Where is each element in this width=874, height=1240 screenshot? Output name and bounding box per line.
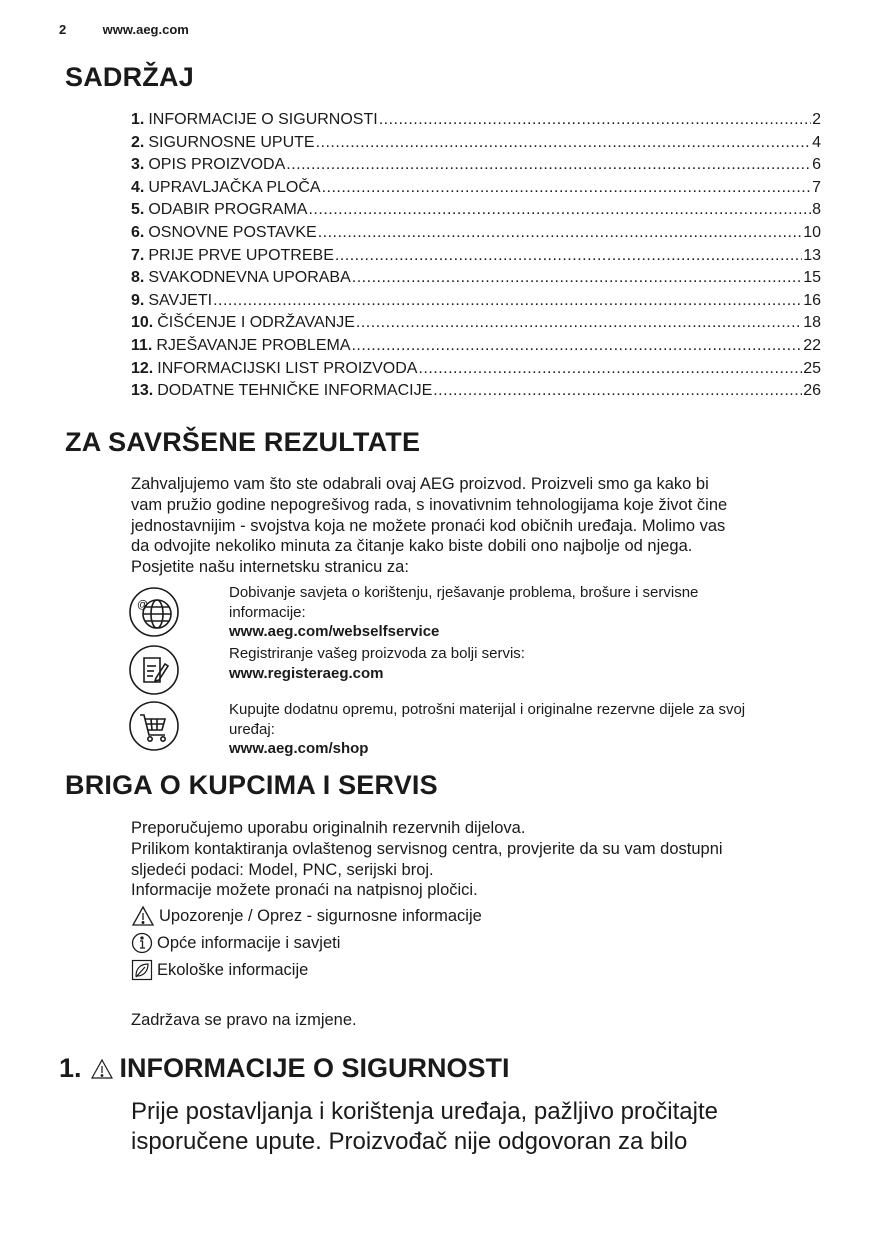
text-line: Posjetite našu internetsku stranicu za:: [131, 558, 409, 577]
toc-entry[interactable]: [131, 292, 821, 315]
toc-leader-dots: [318, 224, 803, 242]
symbol-legend-eco: [131, 959, 308, 981]
text-line: Preporučujemo uporabu originalnih rezervnih dijelova.: [131, 819, 526, 837]
section-1-text: [131, 1097, 831, 1157]
toc-entry-label: ODABIR PROGRAMA: [148, 201, 308, 219]
link-description: Dobivanje savjeta o korištenju, rješavanje problema, brošure i servisne: [229, 584, 699, 601]
toc-entry-number: 4.: [131, 178, 145, 196]
link-description: Kupujte dodatnu opremu, potrošni materijal i originalne rezervne dijele za svoj: [229, 701, 746, 718]
toc-entry-page: 13: [803, 246, 821, 264]
symbol-legend-info: [131, 932, 340, 954]
toc-entry[interactable]: [131, 382, 821, 405]
service-intro: [131, 818, 821, 901]
text-line: Zahvaljujemo vam što ste odabrali ovaj AEG proizvod. Proizveli smo ga kako bi: [131, 475, 709, 493]
toc-entry[interactable]: [131, 111, 821, 134]
toc-entry-number: 11.: [131, 336, 153, 354]
toc-entry-label: OPIS PROIZVODA: [148, 156, 286, 174]
symbol-label: Ekološke informacije: [157, 960, 309, 979]
toc-entry[interactable]: [131, 201, 821, 224]
toc-leader-dots: [308, 201, 811, 219]
toc-leader-dots: [322, 179, 812, 197]
toc-entry-number: 13.: [131, 382, 154, 400]
section-1-heading: [59, 1053, 510, 1084]
toc-leader-dots: [356, 314, 802, 332]
link-description: uređaj:: [229, 720, 275, 738]
toc-leader-dots: [352, 269, 802, 287]
table-of-contents: [131, 111, 821, 405]
toc-entry[interactable]: [131, 314, 821, 337]
results-intro: [131, 474, 821, 578]
toc-entry-label: SIGURNOSNE UPUTE: [148, 133, 315, 151]
text-line: jednostavnijim - svojstva koja ne možete pronaći kod običnih uređaja. Molimo vas: [131, 516, 726, 535]
shopping-cart-icon: [128, 700, 180, 752]
toc-leader-dots: [351, 337, 802, 355]
toc-entry-number: 10.: [131, 314, 154, 332]
link-description: Registriranje vašeg proizvoda za bolji servis:: [229, 645, 525, 662]
text-line: isporučene upute. Proizvođač nije odgovoran za bilo: [131, 1128, 688, 1155]
warning-triangle-icon: [131, 905, 155, 927]
toc-entry-page: 10: [803, 223, 821, 241]
text-line: sljedeći podaci: Model, PNC, serijski broj.: [131, 860, 434, 879]
text-line: vam pružio godine nepogrešivog rada, s inovativnim tehnologijama koje život čine: [131, 495, 728, 514]
eco-leaf-icon: [131, 959, 153, 981]
toc-entry[interactable]: [131, 337, 821, 360]
page-header: [59, 22, 189, 37]
toc-entry[interactable]: [131, 224, 821, 247]
toc-entry-label: ČIŠĆENJE I ODRŽAVANJE: [157, 314, 355, 332]
toc-entry-page: 8: [812, 201, 821, 219]
toc-entry-page: 22: [803, 336, 821, 354]
toc-entry-number: 8.: [131, 269, 145, 287]
toc-entry-number: 5.: [131, 201, 145, 219]
toc-entry[interactable]: [131, 156, 821, 179]
toc-entry-label: DODATNE TEHNIČKE INFORMACIJE: [157, 382, 433, 400]
warning-triangle-icon: [90, 1058, 114, 1080]
text-line: da odvojite nekoliko minuta za čitanje kako biste dobili ono najbolje od njega.: [131, 537, 693, 556]
toc-entry-label: OSNOVNE POSTAVKE: [148, 223, 317, 241]
service-title: BRIGA O KUPCIMA I SERVIS: [65, 770, 438, 800]
link-description: informacije:: [229, 603, 306, 621]
symbol-label: Opće informacije i savjeti: [157, 933, 341, 952]
toc-entry-page: 6: [812, 156, 821, 174]
toc-entry-page: 25: [803, 359, 821, 377]
toc-entry[interactable]: [131, 247, 821, 270]
toc-leader-dots: [286, 156, 811, 174]
toc-entry-page: 15: [803, 269, 821, 287]
shop-link[interactable]: www.aeg.com/shop: [229, 740, 369, 757]
section-title: INFORMACIJE O SIGURNOSTI: [119, 1053, 510, 1083]
toc-entry-page: 2: [812, 111, 821, 128]
toc-entry[interactable]: [131, 360, 821, 383]
toc-title: SADRŽAJ: [65, 62, 194, 92]
toc-entry-page: 26: [803, 382, 821, 400]
toc-entry-number: 7.: [131, 246, 145, 264]
rights-notice: Zadržava se pravo na izmjene.: [131, 1011, 357, 1029]
toc-entry-page: 16: [803, 291, 821, 309]
toc-entry-number: 9.: [131, 291, 145, 309]
results-title: ZA SAVRŠENE REZULTATE: [65, 427, 421, 457]
toc-entry-label: UPRAVLJAČKA PLOČA: [148, 178, 321, 196]
toc-entry[interactable]: [131, 134, 821, 157]
toc-entry-label: SVAKODNEVNA UPORABA: [148, 269, 351, 287]
page-number: 2: [59, 22, 67, 37]
webselfservice-link[interactable]: www.aeg.com/webselfservice: [229, 623, 440, 640]
toc-entry-label: RJEŠAVANJE PROBLEMA: [156, 336, 351, 354]
toc-leader-dots: [335, 247, 802, 265]
toc-entry-page: 4: [812, 133, 821, 151]
toc-leader-dots: [379, 111, 811, 129]
toc-entry[interactable]: [131, 179, 821, 202]
toc-entry-number: 12.: [131, 359, 154, 377]
toc-leader-dots: [433, 382, 802, 400]
toc-entry-number: 1.: [131, 111, 145, 128]
toc-entry-page: 18: [803, 314, 821, 332]
toc-leader-dots: [213, 292, 802, 310]
globe-at-icon: [128, 586, 180, 638]
toc-entry-label: SAVJETI: [148, 291, 213, 309]
section-number: 1.: [59, 1053, 82, 1083]
header-website: www.aeg.com: [102, 22, 189, 37]
register-link[interactable]: www.registeraeg.com: [229, 664, 384, 682]
symbol-legend-warning: [131, 905, 482, 927]
toc-entry-label: PRIJE PRVE UPOTREBE: [148, 246, 334, 264]
toc-entry-number: 2.: [131, 133, 145, 151]
text-line: Prije postavljanja i korištenja uređaja, pažljivo pročitajte: [131, 1098, 718, 1125]
toc-entry[interactable]: [131, 269, 821, 292]
register-document-icon: [128, 644, 180, 696]
toc-entry-label: INFORMACIJE O SIGURNOSTI: [148, 111, 378, 128]
toc-entry-page: 7: [812, 178, 821, 196]
svg-text:@: @: [137, 599, 149, 611]
toc-entry-number: 3.: [131, 156, 145, 174]
text-line: Prilikom kontaktiranja ovlaštenog servisnog centra, provjerite da su vam dostupni: [131, 839, 723, 858]
toc-entry-label: INFORMACIJSKI LIST PROIZVODA: [157, 359, 418, 377]
toc-leader-dots: [316, 134, 812, 152]
text-line: Informacije možete pronaći na natpisnoj pločici.: [131, 881, 478, 900]
toc-leader-dots: [418, 360, 802, 378]
info-icon: [131, 932, 153, 954]
symbol-label: Upozorenje / Oprez - sigurnosne informacije: [159, 906, 482, 925]
toc-entry-number: 6.: [131, 223, 145, 241]
